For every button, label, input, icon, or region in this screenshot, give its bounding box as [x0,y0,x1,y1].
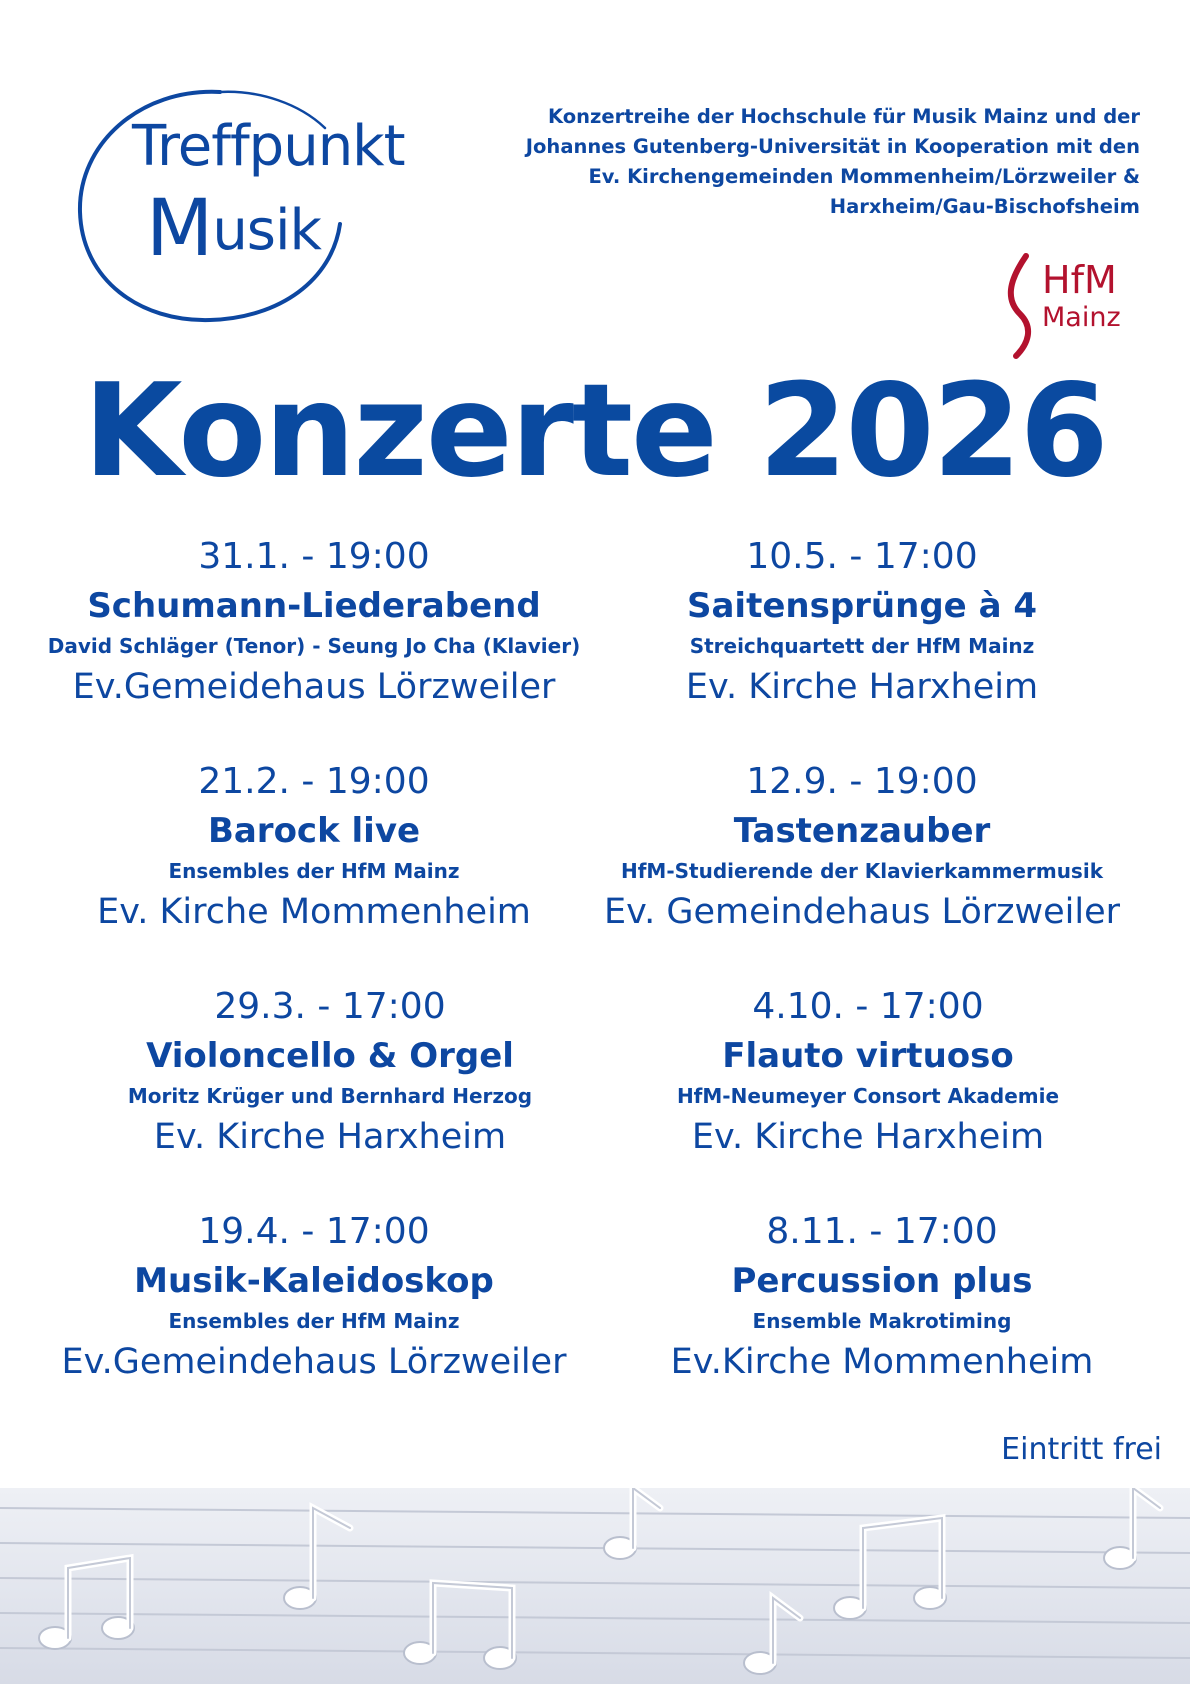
concert-date: 12.9. - 19:00 [746,761,978,802]
concert-date: 4.10. - 17:00 [752,986,984,1027]
concert-entry [14,758,614,938]
concert-venue: Ev. Kirche Harxheim [685,667,1039,707]
concert-title: Musik-Kaleidoskop [134,1261,494,1301]
concert-title: Violoncello & Orgel [146,1036,514,1076]
concert-venue: Ev.Gemeindehaus Lörzweiler [61,1342,567,1382]
music-notes-banner [0,1488,1190,1684]
music-notes-icon [0,1488,1190,1684]
concert-title: Barock live [207,811,421,851]
hfm-logo-text: HfM [1042,258,1117,302]
concert-entry [562,758,1162,938]
concert-date: 19.4. - 17:00 [198,1211,430,1252]
concert-title: Saitensprünge à 4 [686,586,1038,626]
concert-title: Percussion plus [731,1261,1033,1301]
treffpunkt-musik-logo [70,84,430,324]
intro-line: Konzertreihe der Hochschule für Musik Mainz und der [547,105,1140,128]
concert-venue: Ev. Kirche Harxheim [691,1117,1045,1157]
concert-entry [14,533,614,713]
concert-date: 29.3. - 17:00 [214,986,446,1027]
concert-performers: Moritz Krüger und Bernhard Herzog [127,1084,533,1108]
concert-title: Schumann-Liederabend [87,586,541,626]
hfm-logo-subtext: Mainz [1042,302,1121,333]
concert-entry [562,533,1162,713]
hfm-swoosh-icon [998,252,1048,362]
concert-entry [30,983,630,1163]
concert-venue: Ev.Gemeidehaus Lörzweiler [72,667,556,707]
entry-note: Eintritt frei [1001,1432,1162,1467]
concert-performers: Ensembles der HfM Mainz [168,1309,460,1333]
concert-venue: Ev. Gemeindehaus Lörzweiler [603,892,1121,932]
hfm-mainz-logo [998,252,1138,362]
page-title: Konzerte 2026 [83,357,1107,506]
logo-line-musik [146,184,321,274]
concert-performers: Ensemble Makrotiming [752,1309,1012,1333]
concert-venue: Ev. Kirche Mommenheim [97,892,531,932]
concert-entry [14,1208,614,1388]
concert-date: 10.5. - 17:00 [746,536,978,577]
concert-performers: HfM-Neumeyer Consort Akademie [676,1084,1060,1108]
concert-performers: David Schläger (Tenor) - Seung Jo Cha (Klavier) [47,634,581,658]
concert-venue: Ev. Kirche Harxheim [153,1117,507,1157]
intro-line: Johannes Gutenberg-Universität in Kooperation mit den [525,135,1140,158]
concert-entry [568,983,1168,1163]
concert-date: 21.2. - 19:00 [198,761,430,802]
concert-title: Flauto virtuoso [722,1036,1014,1076]
concert-performers: HfM-Studierende der Klavierkammermusik [620,859,1103,883]
concert-entry [582,1208,1182,1388]
logo-letter-m: M [146,184,213,274]
logo-word-usik: usik [212,198,321,263]
intro-line: Ev. Kirchengemeinden Mommenheim/Lörzweiler & [588,165,1140,188]
concert-performers: Streichquartett der HfM Mainz [689,634,1035,658]
concert-date: 31.1. - 19:00 [198,536,430,577]
concert-performers: Ensembles der HfM Mainz [168,859,460,883]
concert-title: Tastenzauber [733,811,991,851]
concert-date: 8.11. - 17:00 [766,1211,998,1252]
logo-line-treffpunkt: Treffpunkt [132,114,405,179]
concert-venue: Ev.Kirche Mommenheim [670,1342,1094,1382]
series-description [500,102,1140,222]
intro-line: Harxheim/Gau-Bischofsheim [829,195,1140,218]
